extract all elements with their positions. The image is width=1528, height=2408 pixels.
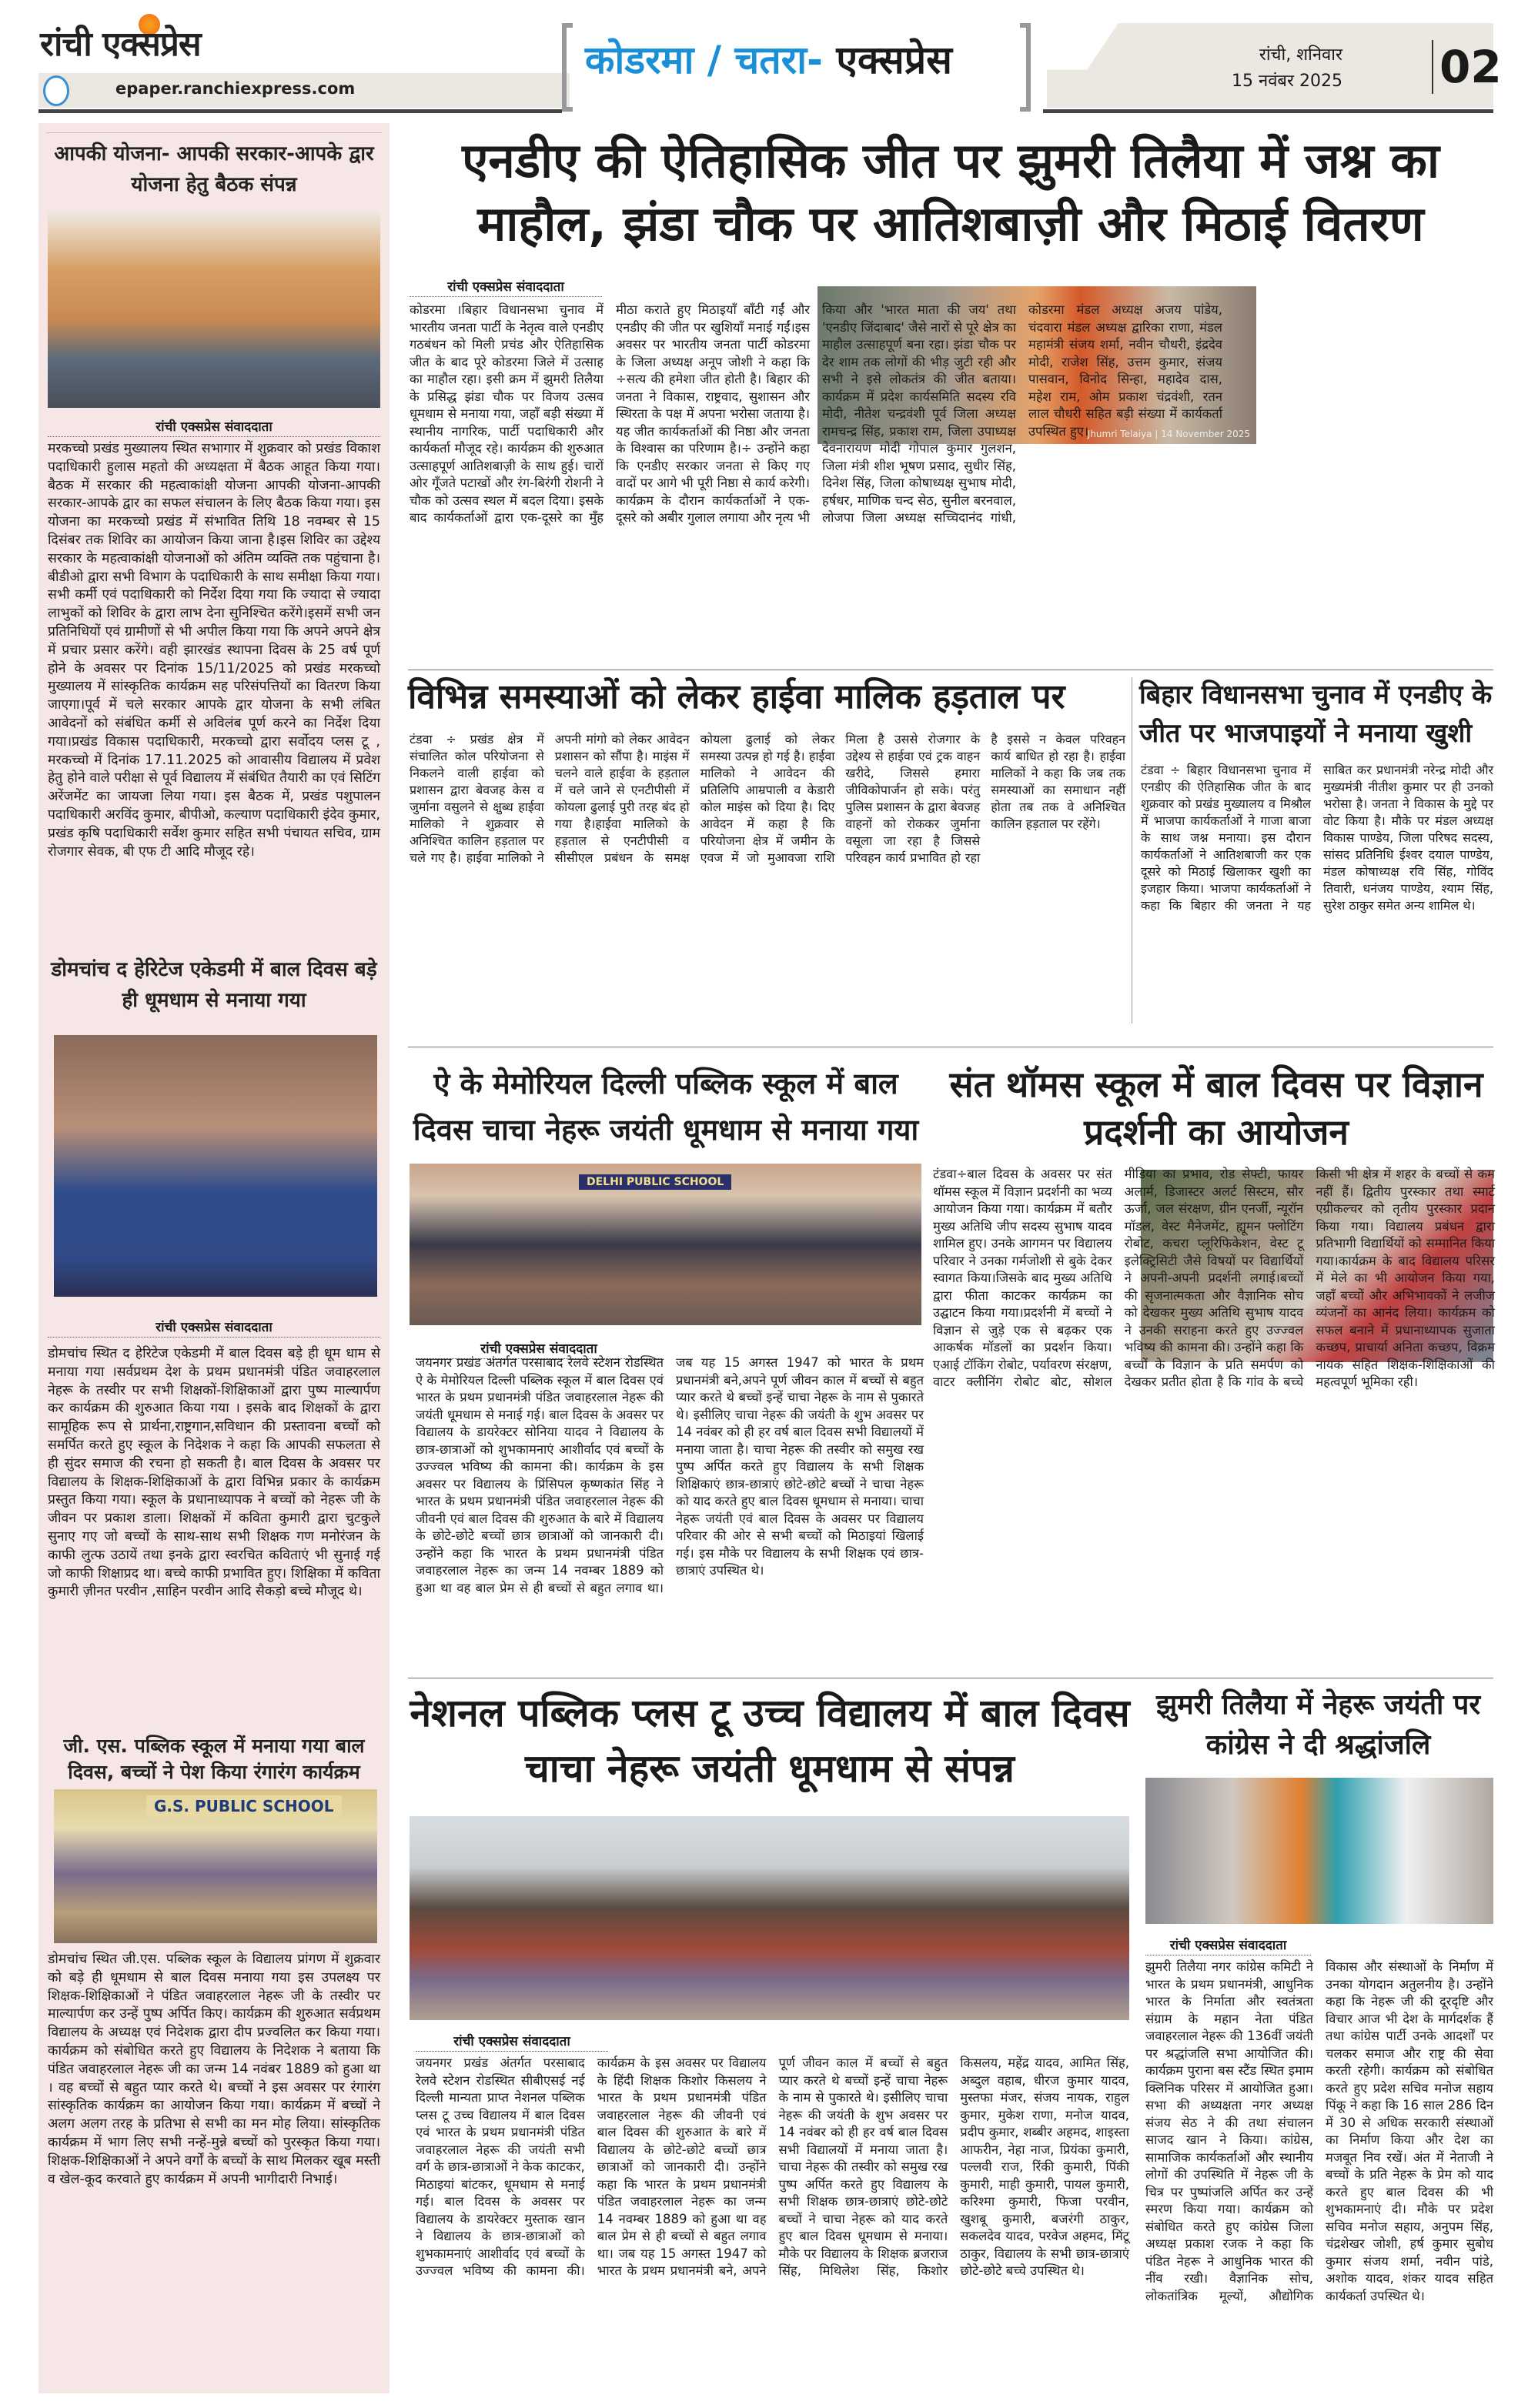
byline: रांची एक्सप्रेस संवाददाता	[416, 1339, 662, 1359]
headline: झुमरी तिलैया में नेहरू जयंती पर कांग्रेस ने दी श्रद्धांजलि	[1155, 1689, 1481, 1761]
headline: जी. एस. पब्लिक स्कूल में मनाया गया बाल दिवस, बच्चों ने पेश किया रंगारंग कार्यक्रम	[63, 1735, 365, 1783]
divider	[1043, 109, 1493, 113]
byline: रांची एक्सप्रेस संवाददाता	[48, 417, 380, 437]
headline: बिहार विधानसभा चुनाव में एनडीए के जीत पर भाजपाइयों ने मनाया खुशी	[1139, 680, 1493, 749]
page-number: 02	[1432, 40, 1502, 94]
dateline	[1232, 42, 1342, 95]
bracket-left	[562, 23, 573, 112]
headline: विभिन्न समस्याओं को लेकर हाईवा मालिक हड़ताल पर	[408, 677, 1065, 716]
newspaper-logo: रांची एक्सप्रेस	[40, 25, 201, 64]
article-body: डोमचांच स्थित द हेरिटेज एकेडमी में बाल दिवस बड़े ही धूम धाम से मनाया गया ।सर्वप्रथम देश के प्रथम प्रधानमंत्री पंडित जवाहरलाल नेहरू के तस्वीर पर सभी शिक्षकों-शिक्षिकाओं द्वारा पुष्प माल्यार्पण कर कार्यक्रम की शुरुआत किया गया । इसके बाद शिक्षकों के द्वारा सामूहिक रूप से प्रार्थना,राष्ट्रगान,सविधान की प्रस्तावना बच्चों को समर्पित करते हुए स्कूल के निदेशक ने कहा कि आपकी सफलता से ही सुंदर समाज की रचना हो सकती है। बाल दिवस के अवसर पर विद्यालय के शिक्षक-शिक्षिकाओं के द्वारा विभिन्न प्रकार के कार्यक्रम प्रस्तुत किया गया। स्कूल के प्रधानाध्यापक ने बच्चों को नेहरू जी के जीवन पर प्रकाश डाला। शिक्षकों में कविता कुमारी द्वारा चुटकुले सुनाए गए जो बच्चों के साथ-साथ सभी शिक्षक गण मनोरंजन के काफी लुत्फ उठायें तथा इनके द्वारा स्वरचित कविताएं भी सुनाई गई जो काफी शिक्षाप्रद था। बच्चे काफी प्रभावित हुए। शिक्षिका में कविता कुमारी ज़ीनत परवीन ,साहिन परवीन आदि सैकड़ो बच्चे मौजूद थे।	[48, 1346, 380, 1600]
article-body: डोमचांच स्थित जी.एस. पब्लिक स्कूल के विद्यालय प्रांगण में शुक्रवार को बड़े ही धूमधाम से बाल दिवस मनाया गया इस उपलक्ष्य पर शिक्षक-शिक्षिकाओं ने पंडित जवाहरलाल नेहरू जी के तस्वीर पर माल्यार्पण कर उन्हें पुष्प अर्पित किए। कार्यक्रम की शुरुआत सर्वप्रथम विद्यालय के अध्यक्ष एवं निदेशक द्वारा दीप प्रज्वलित कर किया गया। कार्यक्रम को संबोधित करते हुए विद्यालय के निदेशक ने बताया कि पंडित जवाहरलाल नेहरू जी का जन्म 14 नवंबर 1889 को हुआ था । वह बच्चों से बहुत प्यार करते थे। बच्चों ने इस अवसर पर रंगारंग सांस्कृतिक कार्यक्रम का आयोजन किया गया। कार्यक्रम में बच्चों ने अलग अलग तरह के प्रतिभा से सभी का मन मोह लिया। सांस्कृतिक कार्यक्रम में भाग लिए सभी नन्हें-मुन्ने बच्चों को पुरस्कृत किया गया। शिक्षक-शिक्षिकाओं ने अपने वर्गों के बच्चों के साथ मिलकर खूब मस्ती व खेल-कूद करवाते हुए कार्यक्रम में अपनी भागीदारी निभाई।	[48, 1952, 380, 2187]
photo-caption: Jhumri Telaiya | 14 November 2025	[1087, 429, 1250, 439]
lead-headline: एनडीए की ऐतिहासिक जीत पर झुमरी तिलैया में जश्न का माहौल, झंडा चौक पर आतिशबाज़ी और मिठाई वितरण	[462, 132, 1439, 252]
epaper-icon	[43, 75, 69, 106]
students-photo	[54, 1035, 377, 1297]
section-title	[585, 32, 952, 85]
place-day: रांची, शनिवार	[1259, 45, 1342, 65]
section-title-region: कोडरमा / चतरा-	[585, 38, 823, 82]
headline: आपकी योजना- आपकी सरकार-आपके द्वार योजना हेतु बैठक संपन्न	[54, 142, 374, 196]
article-body: टंडवा÷बाल दिवस के अवसर पर संत थॉमस स्कूल में विज्ञान प्रदर्शनी का भव्य आयोजन किया गया। कार्यक्रम में बतौर मुख्य अतिथि जीप सदस्य सुभाष यादव शामिल हुए। उनके आगमन पर विद्यालय परिवार ने उनका गर्मजोशी से बुके देकर स्वागत किया।जिसके बाद मुख्य अतिथि द्वारा फीता काटकर कार्यक्रम का उद्घाटन किया गया।प्रदर्शनी में बच्चों ने विज्ञान से जुड़े एक से बढ़कर एक आकर्षक मॉडलों का प्रदर्शन किया। एआई टॉकिंग रोबोट, पर्यावरण संरक्षण, वाटर क्लीनिंग रोबोट बोट, सोशल मीडिया का प्रभाव, रोड सेफ्टी, फायर अलार्म, डिजास्टर अलर्ट सिस्टम, सौर ऊर्जा, जल संरक्षण, ग्रीन एनर्जी, न्यूरॉन मॉडल, वेस्ट मैनेजमेंट, ह्यूमन फ्लोटिंग रोबोट, कचरा प्लूरिफिकेशन, वेस्ट टू इलेक्ट्रिसिटी जैसे विषयों पर विद्यार्थियों ने अपनी-अपनी प्रदर्शनी लगाई।बच्चों की सृजनात्मकता और वैज्ञानिक सोच को देखकर मुख्य अतिथि सुभाष यादव ने उनकी सराहना करते हुए उज्ज्वल भविष्य की कामना की। उन्होंने कहा कि बच्चों के विज्ञान के प्रति समर्पण को देखकर प्रतीत होता है कि गांव के बच्चे किसी भी क्षेत्र में शहर के बच्चों से कम नहीं हैं। द्वितीय पुरस्कार तथा स्मार्ट एग्रीकल्चर को तृतीय पुरस्कार प्रदान किया गया। विद्यालय प्रबंधन द्वारा प्रतिभागी विद्यार्थियों को सम्मानित किया गया।कार्यक्रम के बाद विद्यालय परिसर में मेले का भी आयोजन किया गया, जहाँ बच्चों और अभिभावकों ने लजीज व्यंजनों का आनंद लिया। कार्यक्रम को सफल बनाने में प्रधानाध्यापक सुजाता कच्छप, प्राचार्या अनिता कच्छप, विक्रम नायक सहित शिक्षक-शिक्षिकाओं की महत्वपूर्ण भूमिका रही।	[933, 1167, 1495, 1389]
school-photo	[54, 1789, 377, 1943]
article-body: जयनगर प्रखंड अंतर्गत परसाबाद रेलवे स्टेशन रोडस्थित सीबीएसई नई दिल्ली मान्यता प्राप्त नेशनल पब्लिक प्लस टू उच्च विद्यालय में बाल दिवस एवं भारत के प्रथम प्रधानमंत्री पंडित जवाहरलाल नेहरू की जयंती सभी वर्ग के छात्र-छात्राओं ने केक काटकर, मिठाइयां बांटकर, धूमधाम से मनाई गई। बाल दिवस के अवसर पर विद्यालय के डायरेक्टर मुस्ताक खान ने विद्यालय के छात्र-छात्राओं को शुभकामनाएं आशीर्वाद एवं बच्चों के उज्ज्वल भविष्य की कामना की। कार्यक्रम के इस अवसर पर विद्यालय के हिंदी शिक्षक किशोर किसलय ने भारत के प्रथम प्रधानमंत्री पंडित जवाहरलाल नेहरू की जीवनी एवं बाल दिवस की शुरुआत के बारे में विद्यालय के छोटे-छोटे बच्चों छात्र छात्राओं को जानकारी दी। उन्होंने कहा कि भारत के प्रथम प्रधानमंत्री पंडित जवाहरलाल नेहरू का जन्म 14 नवम्बर 1889 को हुआ था वह बाल प्रेम से ही बच्चों से बहुत लगाव था। जब यह 15 अगस्त 1947 को भारत के प्रथम प्रधानमंत्री बने, अपने पूर्ण जीवन काल में बच्चों से बहुत प्यार करते थे बच्चों इन्हें चाचा नेहरू के नाम से पुकारते थे। इसीलिए चाचा नेहरू की जयंती के शुभ अवसर पर 14 नवंबर को ही हर वर्ष बाल दिवस सभी विद्यालयों में मनाया जाता है। चाचा नेहरू की तस्वीर को समुख रख पुष्प अर्पित करते हुए विद्यालय के सभी शिक्षक छात्र-छात्राएं छोटे-छोटे बच्चों ने चाचा नेहरू को याद करते हुए बाल दिवस धूमधाम से मनाया। मौके पर विद्यालय के शिक्षक ब्रजराज सिंह, मिथिलेश सिंह, किशोर किसलय, महेंद्र यादव, आमित सिंह, अब्दुल वहाब, धीरज कुमार यादव, मुस्तफा मंजर, संजय नायक, राहुल कुमार, मुकेश राणा, मनोज यादव, प्रदीप कुमार, शब्बीर अहमद, शाइस्ता आफरीन, नेहा नाज, प्रियंका कुमारी, पल्लवी राज, रिंकी कुमारी, पिंकी कुमारी, माही कुमारी, पायल कुमारी, करिश्मा कुमारी, फिजा परवीन, खुशबू कुमारी, बजरंगी ठाकुर, सकलदेव यादव, परवेज अहमद, मिंटू ठाकुर, विद्यालय के सभी छात्र-छात्राएं छोटे-छोटे बच्चे उपस्थित थे।	[416, 2056, 1129, 2278]
tribute-photo	[1145, 1778, 1493, 1924]
byline: रांची एक्सप्रेस संवाददाता	[416, 2032, 608, 2052]
headline: संत थॉमस स्कूल में बाल दिवस पर विज्ञान प्रदर्शनी का आयोजन	[949, 1064, 1483, 1153]
headline: डोमचांच द हेरिटेज एकेडमी में बाल दिवस बड़े ही धूमधाम से मनाया गया	[51, 958, 377, 1012]
epaper-url[interactable]: epaper.ranchiexpress.com	[115, 79, 356, 98]
article-body-continued	[817, 450, 1256, 543]
section-title-brand: एक्सप्रेस	[836, 38, 952, 82]
article-body: झुमरी तिलैया नगर कांग्रेस कमिटी ने भारत के प्रथम प्रधानमंत्री, आधुनिक भारत के निर्माता और स्वतंत्रता संग्राम के महान नेता पंडित जवाहरलाल नेहरू की 136वीं जयंती पर श्रद्धांजलि सभा आयोजित की। कार्यक्रम पुराना बस स्टैंड स्थित इमाम क्लिनिक परिसर में आयोजित हुआ। सभा की अध्यक्षता नगर अध्यक्ष संजय सेठ ने की तथा संचालन साजद खान ने किया। कांग्रेस, सामाजिक कार्यकर्ताओं और स्थानीय लोगों की उपस्थिति में नेहरू जी के चित्र पर पुष्पांजलि अर्पित कर उन्हें स्मरण किया गया। कार्यक्रम को संबोधित करते हुए कांग्रेस जिला अध्यक्ष प्रकाश रजक ने कहा कि पंडित नेहरू ने आधुनिक भारत की नींव रखी। वैज्ञानिक सोच, लोकतांत्रिक मूल्यों, औद्योगिक विकास और संस्थाओं के निर्माण में उनका योगदान अतुलनीय है। उन्होंने कहा कि नेहरू जी की दूरदृष्टि और विचार आज भी देश के मार्गदर्शक हैं तथा कांग्रेस पार्टी उनके आदर्शों पर चलकर समाज और राष्ट्र की सेवा करती रहेगी। कार्यक्रम को संबोधित करते हुए प्रदेश सचिव मनोज सहाय पिंकू ने कहा कि 16 साल 286 दिन में 30 से अधिक सरकारी संस्थाओं का निर्माण किया और देश का मजबूत निव रखें। अंत में नेताजी ने बच्चों के प्रति नेहरू के प्रेम को याद करते हुए बाल दिवस की भी शुभकामनाएं दी। मौके पर प्रदेश सचिव मनोज सहाय, अनुपम सिंह, चंद्रशेखर जोशी, हर्ष कुमार सुबोध कुमार संजय शर्मा, नवीन पांडे, अशोक यादव, शंकर यादव सहित कार्यकर्ता उपस्थित थे।	[1145, 1959, 1493, 2303]
students-gathering-photo	[410, 1816, 1129, 2020]
school-sign: G.S. PUBLIC SCHOOL	[146, 1795, 342, 1817]
divider	[46, 132, 382, 133]
bracket-right	[1020, 23, 1031, 112]
article-body-text: कोडरमा ।बिहार विधानसभा चुनाव में भारतीय जनता पार्टी के नेतृत्व वाले एनडीए गठबंधन को मिली प्रचंड और ऐतिहासिक जीत के बाद पूरे कोडरमा जिले में उत्साह का माहौल रहा। इसी क्रम में झुमरी तिलैया के प्रसिद्ध झंडा चौक पर विजय उत्सव धूमधाम से मनाया गया, जहाँ बड़ी संख्या में स्थानीय नागरिक, पार्टी पदाधिकारी और कार्यकर्ता मौजूद रहे। कार्यक्रम की शुरुआत उत्साहपूर्ण आतिशबाज़ी के साथ हुई। चारों ओर गूँजते पटाखों और रंग-बिरंगी रोशनी ने चौक को उत्सव स्थल में बदल दिया। इसके बाद कार्यकर्ताओं द्वारा एक-दूसरे का मुँह मीठा कराते हुए मिठाइयाँ बाँटी गईं और एनडीए की जीत पर खुशियाँ मनाई गईं।इस अवसर पर भारतीय जनता पार्टी कोडरमा के जिला अध्यक्ष अनूप जोशी ने कहा कि ÷सत्य की हमेशा जीत होती है। बिहार की जनता ने विकास, राष्ट्रवाद, सुशासन और स्थिरता के पक्ष में अपना भरोसा जताया है। यह जीत कार्यकर्ताओं की निष्ठा और जनता के विश्वास का परिणाम है।÷ उन्होंने कहा कि एनडीए सरकार जनता से किए गए वादों पर आगे भी पूरी निष्ठा से कार्य करेगी। कार्यक्रम के दौरान कार्यकर्ताओं ने एक-दूसरे को अबीर गुलाल लगाया और नृत्य भी किया और 'भारत माता की जय' तथा 'एनडीए जिंदाबाद' जैसे नारों से पूरे क्षेत्र का माहौल उत्साहपूर्ण बना रहा। झंडा चौक पर देर शाम तक लोगों की भीड़ जुटी रही और सभी ने इसे लोकतंत्र की जीत बताया।कार्यक्रम में प्रदेश कार्यसमिति सदस्य रवि मोदी, नीतेश चन्द्रवंशी पूर्व जिला अध्यक्ष रामचन्द्र सिंह, प्रकाश राम, जिला उपाध्यक्ष देवनारायण मोदी गोपाल कुमार गुलशन, जिला मंत्री शीश भूषण प्रसाद, सुधीर सिंह, दिनेश सिंह, जिला कोषाध्यक्ष सुभाष मोदी, हर्षधर, माणिक चन्द सेठ, सुनील बरनवाल, लोजपा जिला अध्यक्ष सच्चिदानंद गांधी, कोडरमा मंडल अध्यक्ष अजय पांडेय, चंदवारा मंडल अध्यक्ष द्वारिका राणा, मंडल महामंत्री संजय शर्मा, नवीन चौधरी, इंद्रदेव मोदी, राजेश सिंह, उत्तम कुमार, संजय पासवान, विनोद सिन्हा, महादेव दास, महेश राम, ओम प्रकाश चंद्रवंशी, रतन लाल चौधरी सहित बड़ी संख्या में कार्यकर्ता उपस्थित हुए।	[410, 302, 1222, 525]
school-sign: DELHI PUBLIC SCHOOL	[579, 1174, 731, 1190]
headline: ऐ के मेमोरियल दिल्ली पब्लिक स्कूल में बाल दिवस चाचा नेहरू जयंती धूमधाम से मनाया गया	[413, 1067, 919, 1147]
headline: नेशनल पब्लिक प्लस टू उच्च विद्यालय में बाल दिवस चाचा नेहरू जयंती धूमधाम से संपन्न	[410, 1691, 1130, 1791]
date: 15 नवंबर 2025	[1232, 72, 1342, 91]
byline: रांची एक्सप्रेस संवाददाता	[48, 1318, 380, 1338]
article-body: जयनगर प्रखंड अंतर्गत परसाबाद रेलवे स्टेशन रोडस्थित ऐ के मेमोरियल दिल्ली पब्लिक स्कूल में बाल दिवस एवं भारत के प्रथम प्रधानमंत्री पंडित जवाहरलाल नेहरू की जयंती धूमधाम से मनाई गई। बाल दिवस के अवसर पर विद्यालय के डायरेक्टर सोनिया यादव ने विद्यालय के छात्र-छात्राओं को शुभकामनाएं आशीर्वाद एवं बच्चों के उज्ज्वल भविष्य की कामना की। कार्यक्रम के इस अवसर पर विद्यालय के प्रिंसिपल कृष्णकांत सिंह ने भारत के प्रथम प्रधानमंत्री पंडित जवाहरलाल नेहरू की जीवनी एवं बाल दिवस की शुरुआत के बारे में विद्यालय के छोटे-छोटे बच्चों छात्र छात्राओं को जानकारी दी। उन्होंने कहा कि भारत के प्रथम प्रधानमंत्री पंडित जवाहरलाल नेहरू का जन्म 14 नवम्बर 1889 को हुआ था वह बाल प्रेम से ही बच्चों से बहुत लगाव था। जब यह 15 अगस्त 1947 को भारत के प्रथम प्रधानमंत्री बने,अपने पूर्ण जीवन काल में बच्चों से बहुत प्यार करते थे बच्चों इन्हें चाचा नेहरू के नाम से पुकारते थे। इसीलिए चाचा नेहरू की जयंती के शुभ अवसर पर 14 नवंबर को ही हर वर्ष बाल दिवस सभी विद्यालयों में मनाया जाता है। चाचा नेहरू की तस्वीर को समुख रख पुष्प अर्पित करते हुए विद्यालय के सभी शिक्षक शिक्षिकाएं छात्र-छात्राएं छोटे-छोटे बच्चों ने चाचा नेहरू को याद करते हुए बाल दिवस धूमधाम से मनाया। चाचा नेहरू जयंती एवं बाल दिवस के अवसर पर विद्यालय परिवार की ओर से सभी बच्चों को मिठाइयां खिलाई गई। इस मौके पर विद्यालय के सभी शिक्षक एवं छात्र-छात्राएं उपस्थित थे।	[416, 1355, 924, 1595]
article-body: मरकच्चो प्रखंड मुख्यालय स्थित सभागार में शुक्रवार को प्रखंड विकाश पदाधिकारी हुलास महतो की अध्यक्षता में बैठक आहूत किया गया।बैठक में सरकार की महत्वाकांक्षी योजना आपकी योजना-आपकी सरकार-आपके द्वार का सफल संचालन के लिए बैठक किया गया। इस योजना का मरकच्चो प्रखंड में संभावित तिथि 18 नवम्बर से 15 दिसंबर तक शिविर का आयोजन किया जाना है।इस शिविर का उद्देश्य सरकार के महत्वाकांक्षी योजनाओं को अंतिम व्यक्ति तक पहुंचाना है। बीडीओ द्वारा सभी विभाग के पदाधिकारी के साथ समीक्षा किया गया।सभी कर्मी एवं पदाधिकारी को निर्देश दिया गया कि ज्यादा से ज्यादा लाभुकों को शिविर के द्वारा लाभ देना सुनिश्चित करेंगे।इसमें सभी जन प्रतिनिधियों एवं ग्रामीणों से भी अपील किया गया कि अपने अपने क्षेत्र में प्रचार प्रसार करेंगे। वही झारखंड स्थापना दिवस के 25 वर्ष पूर्ण होने के अवसर पर दिनांक 15/11/2025 को प्रखंड मरकच्चो मुख्यालय में सांस्कृतिक कार्यक्रम सह परिसंपत्तियों का वितरण किया जाएगा।पूर्व में चले सरकार आपके द्वार योजना के सभी लंबित आवेदनों को संबंधित कर्मी से अविलंब पूर्ण करने का निर्देश दिया गया।प्रखंड विकास पदाधिकारी, मरकच्चो द्वारा सर्वोदय प्लस टू , मरकच्चो में दिनांक 17.11.2025 को आवासीय विद्यालय में प्रवेश हेतु होने वाले परीक्षा से पूर्व विद्यालय में संबंधित तैयारी का एवं सिटिंग अरेंजमेंट का जायजा लिया गया। इस बैठक में, प्रखंड पशुपालन पदाधिकारी अरविंद कुमार, बीपीओ, कल्याण पदाधिकारी इंदेव कुमार, प्रखंड कृषि पदाधिकारी सर्वेश कुमार सहित सभी पंचायत सचिव, ग्राम रोजगार सेवक, बी एफ टी आदि मौजूद रहे।	[48, 441, 380, 860]
article-body: टंडवा ÷ प्रखंड क्षेत्र में संचालित कोल परियोजना से निकलने वाली हाईवा को प्रशासन द्वारा बेवजह केस व जुर्माना वसुलने से क्षुब्ध हाईवा मालिको ने शुक्रवार से अनिश्चित कालिन हड़ताल पर चले गए है। हाईवा मालिको ने अपनी मांगो को लेकर आवेदन प्रशासन को सौंपा है। माइंस में चलने वाले हाईवा के हड़ताल में चले जाने से एनटीपीसी में कोयला ढुलाई पुरी तरह बंद हो गया है।हाईवा मालिको के हड़ताल से एनटीपीसी व सीसीएल प्रबंधन के समक्ष कोयला ढुलाई को लेकर समस्या उत्पन्न हो गई है। हाईवा मालिको ने आवेदन की प्रतिलिपि आम्रपाली व केडारी कोल माइंस को दिया है। दिए आवेदन में कहा है कि परियोजना क्षेत्र में जमीन के एवज में जो मुआवजा राशि मिला है उससे रोजगार के उद्देश्य से हाईवा एवं ट्रक वाहन खरीदे, जिससे हमारा जीविकोपार्जन हो सके। परंतु पुलिस प्रशासन के द्वारा बेवजह वाहनों को रोककर जुर्माना वसूला जा रहा है जिससे परिवहन कार्य प्रभावित हो रहा है इससे न केवल परिवहन कार्य बाधित हो रहा है। हाईवा मालिकों ने कहा कि जब तक समस्याओं का समाधान नहीं होता तब तक वे अनिश्चित कालिन हड़ताल पर रहेंगे।	[410, 732, 1125, 865]
school-assembly-photo	[410, 1164, 921, 1325]
article-body-continued	[1264, 286, 1493, 540]
divider	[38, 109, 562, 113]
meeting-photo	[48, 212, 380, 408]
article-body: टंडवा ÷ बिहार विधानसभा चुनाव में एनडीए की ऐतिहासिक जीत के बाद शुक्रवार को प्रखंड मुख्यालय व मिश्रौल में भाजपा कार्यकर्ताओं ने गाजा बाजा के साथ जश्न मनाया। इस दौरान कार्यकर्ताओं ने आतिशबाजी कर एक दूसरे को मिठाई खिलाकर खुशी का इजहार किया। भाजपा कार्यकर्ताओं ने कहा कि बिहार की जनता ने यह साबित कर प्रधानमंत्री नरेन्द्र मोदी और मुख्यमंत्री नीतीश कुमार पर ही उनको भरोसा है। जनता ने विकास के मुद्दे पर वोट किया है। मौके पर मंडल अध्यक्ष विकास पाण्डेय, जिला परिषद सदस्य, सांसद प्रतिनिधि ईश्वर दयाल पाण्डेय, मंडल कोषाध्यक्ष रवि सिंह, गोविंद तिवारी, धनंजय पाण्डेय, श्याम सिंह, सुरेश ठाकुर समेत अन्य शामिल थे।	[1141, 763, 1493, 913]
byline: रांची एक्सप्रेस संवाददाता	[410, 277, 602, 297]
byline: रांची एक्सप्रेस संवाददाता	[1145, 1935, 1311, 1955]
